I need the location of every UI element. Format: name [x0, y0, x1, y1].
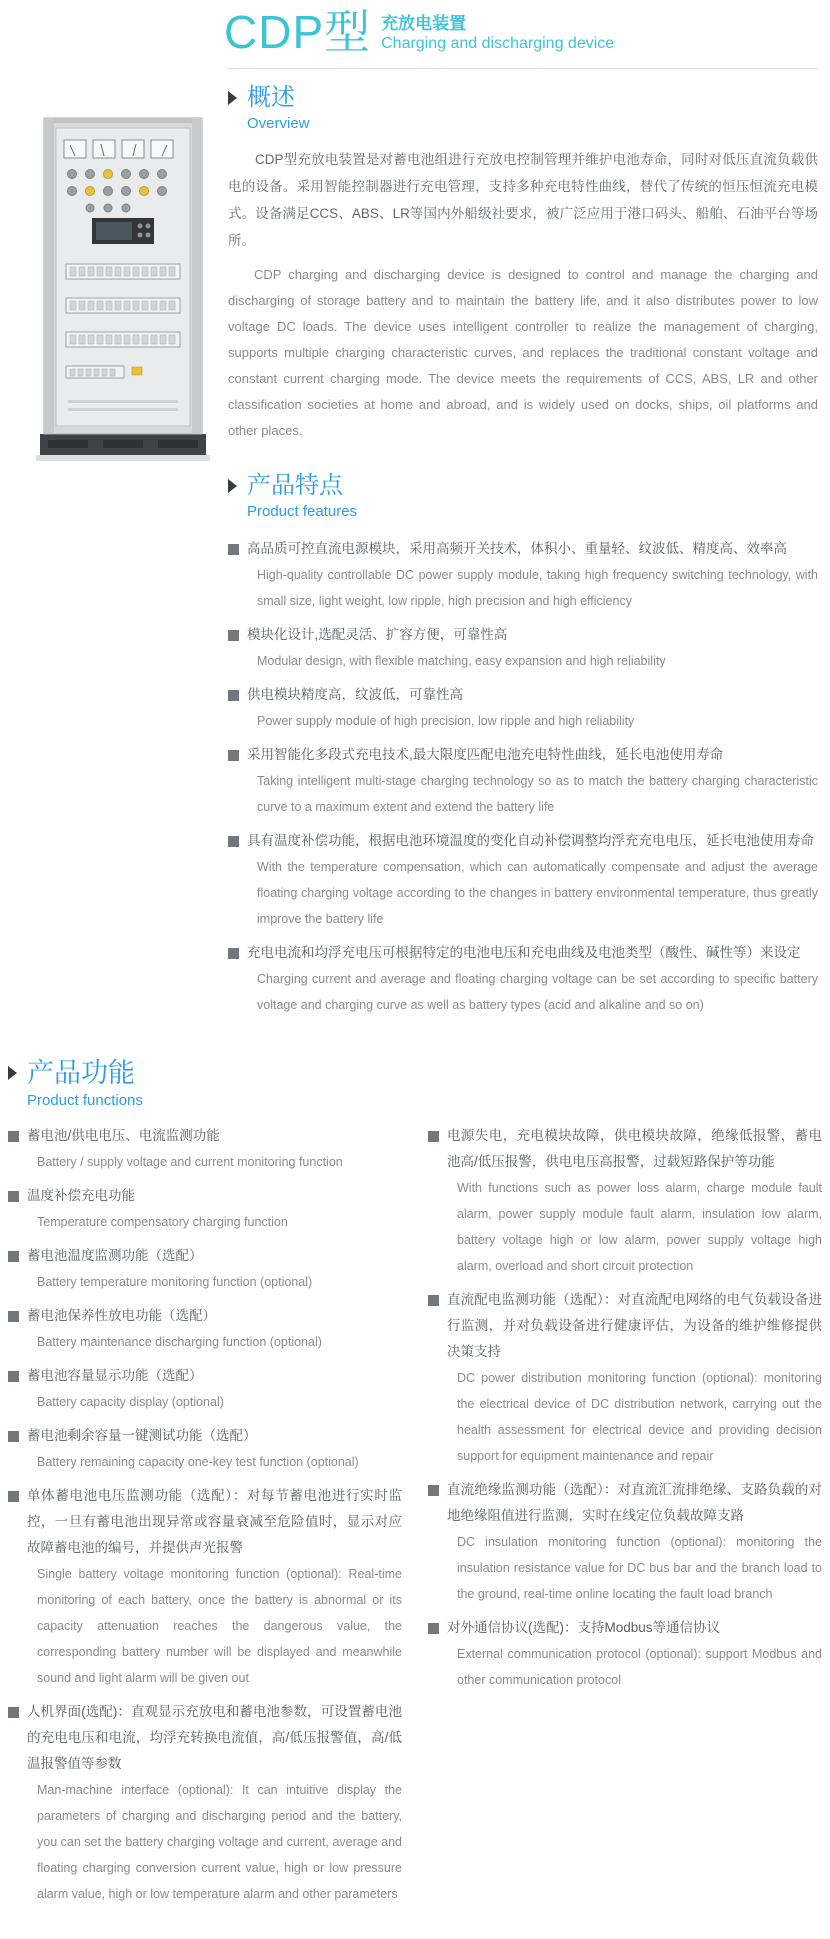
- function-text-en: With functions such as power loss alarm, charge module fault alarm, power supply module fault alarm, insulation low alarm, battery voltage high or low alarm, power supply voltage high alarm, overload and short circuit protection: [457, 1181, 822, 1273]
- list-item: [228, 742, 818, 825]
- function-text-en: Battery temperature monitoring function (optional): [37, 1275, 313, 1289]
- square-bullet-icon: [228, 836, 239, 847]
- functions-right-column: [428, 1123, 822, 1915]
- square-bullet-icon: [428, 1295, 439, 1306]
- feature-text-cn: 模块化设计,选配灵活、扩容方便，可靠性高: [247, 627, 508, 642]
- product-title-cn: 充放电装置: [381, 14, 467, 33]
- square-bullet-icon: [8, 1251, 19, 1262]
- list-item: [228, 940, 818, 1023]
- feature-text-cn: 具有温度补偿功能，根据电池环境温度的变化自动补偿调整均浮充充电电压，延长电池使用寿命: [247, 833, 814, 848]
- function-text-en: DC insulation monitoring function (optional): monitoring the insulation resistance value for DC bus bar and the branch load to the ground, real-time online locating the fault load branch: [457, 1535, 822, 1601]
- function-text-cn: 电源失电，充电模块故障，供电模块故障，绝缘低报警，蓄电池高/低压报警，供电电压高报警，过载短路保护等功能: [447, 1128, 822, 1169]
- square-bullet-icon: [228, 948, 239, 959]
- square-bullet-icon: [428, 1131, 439, 1142]
- function-text-cn: 蓄电池/供电电压、电流监测功能: [27, 1128, 220, 1143]
- overview-paragraph-en: CDP charging and discharging device is designed to control and manage the charging and discharging of storage battery and to maintain the battery life, and it also distributes power to low voltage DC loads. The device uses intelligent controller to realize the management of charging, supports multiple charging characteristic curves, and replaces the traditional constant voltage and constant current charging mode. The device meets the requirements of CCS, ABS, LR and other classification societies at home and abroad, and is widely used on docks, ships, oil platforms and other places.: [228, 267, 818, 438]
- list-item: [8, 1699, 402, 1912]
- functions-left-column: [8, 1123, 402, 1915]
- overview-section-heading: [228, 84, 818, 134]
- feature-text-en: Modular design, with flexible matching, easy expansion and high reliability: [257, 654, 666, 668]
- function-text-cn: 蓄电池剩余容量一键测试功能（选配）: [27, 1428, 257, 1443]
- overview-title-en: Overview: [247, 115, 310, 132]
- list-item: [428, 1477, 822, 1612]
- function-text-en: Man-machine interface (optional): It can intuitive display the parameters of charging and discharging period and the battery, you can set the battery charging voltage and current, average and floating charging conversion current value, high or low pressure alarm value, high or low temperature alarm and other parameters: [37, 1783, 402, 1901]
- square-bullet-icon: [8, 1371, 19, 1382]
- feature-text-en: High-quality controllable DC power supply module, taking high frequency switching technology, with small size, light weight, low ripple, high precision and high efficiency: [257, 568, 818, 608]
- feature-text-en: Charging current and average and floating charging voltage can be set according to specific battery voltage and charging curve as well as battery types (acid and alkaline and so on): [257, 972, 818, 1012]
- feature-text-cn: 供电模块精度高，纹波低，可靠性高: [247, 687, 463, 702]
- features-section-heading: [228, 472, 818, 522]
- feature-text-cn: 高品质可控直流电源模块，采用高频开关技术，体积小、重量轻、纹波低、精度高、效率高: [247, 541, 787, 556]
- list-item: [8, 1123, 402, 1180]
- function-text-cn: 人机界面(选配)：直观显示充放电和蓄电池参数，可设置蓄电池的充电电压和电流，均浮充转换电流值，高/低压报警值，高/低温报警值等参数: [27, 1704, 402, 1771]
- list-item: [8, 1363, 402, 1420]
- function-text-en: DC power distribution monitoring function (optional): monitoring the electrical device of DC distribution network, carrying out the health assessment for electrical device and providing decision support for equipment maintenance and repair: [457, 1371, 822, 1463]
- features-title-en: Product features: [247, 503, 358, 520]
- functions-columns: [8, 1123, 822, 1915]
- function-text-en: Battery remaining capacity one-key test function (optional): [37, 1455, 359, 1469]
- function-text-cn: 直流配电监测功能（选配）：对直流配电网络的电气负载设备进行监测，并对负载设备进行健康评估，为设备的维护维修提供决策支持: [447, 1292, 822, 1359]
- function-text-cn: 对外通信协议(选配)：支持Modbus等通信协议: [447, 1620, 721, 1635]
- functions-section-heading: [8, 1057, 822, 1111]
- device-photo: [28, 112, 218, 469]
- feature-text-en: Power supply module of high precision, low ripple and high reliability: [257, 714, 635, 728]
- triangle-bullet-icon: [8, 1066, 17, 1080]
- square-bullet-icon: [428, 1623, 439, 1634]
- function-text-en: Battery / supply voltage and current monitoring function: [37, 1155, 343, 1169]
- main-content-column: [228, 84, 818, 1023]
- list-item: [228, 828, 818, 937]
- list-item: [8, 1243, 402, 1300]
- function-text-en: External communication protocol (optional): support Modbus and other communication protocol: [457, 1647, 822, 1687]
- function-text-cn: 蓄电池保养性放电功能（选配）: [27, 1308, 216, 1323]
- square-bullet-icon: [228, 690, 239, 701]
- product-title-en: Charging and discharging device: [381, 35, 615, 52]
- feature-text-en: Taking intelligent multi-stage charging technology so as to match the battery charging characteristic curve to a maximum extent and extend the battery life: [257, 774, 818, 814]
- functions-title-en: Product functions: [27, 1092, 143, 1109]
- list-item: [428, 1615, 822, 1698]
- features-title-cn: 产品特点: [247, 472, 343, 499]
- square-bullet-icon: [8, 1311, 19, 1322]
- functions-section: [0, 1057, 822, 1915]
- overview-paragraph-cn: CDP型充放电装置是对蓄电池组进行充放电控制管理并维护电池寿命，同时对低压直流负载供电的设备。采用智能控制器进行充电管理，支持多种充电特性曲线，替代了传统的恒压恒流充电模式。设备满足CCS、ABS、LR等国内外船级社要求，被广泛应用于港口码头、船舶、石油平台等场所。: [228, 152, 818, 248]
- overview-title-cn: 概述: [247, 84, 295, 111]
- list-item: [428, 1123, 822, 1284]
- feature-text-en: With the temperature compensation, which can automatically compensate and adjust the average floating charging voltage according to the changes in battery environmental temperature, thus greatly improve the battery life: [257, 860, 818, 926]
- features-list: [228, 536, 818, 1023]
- functions-title-cn: 产品功能: [27, 1058, 135, 1088]
- triangle-bullet-icon: [228, 91, 237, 105]
- function-text-cn: 蓄电池容量显示功能（选配）: [27, 1368, 203, 1383]
- square-bullet-icon: [8, 1431, 19, 1442]
- square-bullet-icon: [8, 1131, 19, 1142]
- square-bullet-icon: [428, 1485, 439, 1496]
- list-item: [8, 1423, 402, 1480]
- function-text-en: Temperature compensatory charging function: [37, 1215, 288, 1229]
- function-text-en: Battery capacity display (optional): [37, 1395, 224, 1409]
- device-cabinet-illustration: [28, 112, 218, 464]
- function-text-en: Battery maintenance discharging function (optional): [37, 1335, 322, 1349]
- list-item: [228, 682, 818, 739]
- list-item: [228, 622, 818, 679]
- function-text-cn: 温度补偿充电功能: [27, 1188, 135, 1203]
- square-bullet-icon: [228, 544, 239, 555]
- square-bullet-icon: [8, 1707, 19, 1718]
- function-text-en: Single battery voltage monitoring function (optional): Real-time monitoring of each battery, once the battery is abnormal or its capacity attenuation reaches the dangerous value, the corresponding battery number will be displayed and meanwhile sound and light alarm will be given out: [37, 1567, 402, 1685]
- square-bullet-icon: [228, 630, 239, 641]
- cabinet-display: [92, 218, 154, 244]
- list-item: [8, 1303, 402, 1360]
- feature-text-cn: 采用智能化多段式充电技术,最大限度匹配电池充电特性曲线，延长电池使用寿命: [247, 747, 724, 762]
- square-bullet-icon: [8, 1491, 19, 1502]
- function-text-cn: 单体蓄电池电压监测功能（选配）：对每节蓄电池进行实时监控，一旦有蓄电池出现异常或容量衰减至危险值时，显示对应故障蓄电池的编号，并提供声光报警: [27, 1488, 402, 1555]
- square-bullet-icon: [8, 1191, 19, 1202]
- square-bullet-icon: [228, 750, 239, 761]
- list-item: [8, 1183, 402, 1240]
- list-item: [228, 536, 818, 619]
- product-model: CDP型: [224, 6, 372, 58]
- function-text-cn: 蓄电池温度监测功能（选配）: [27, 1248, 203, 1263]
- feature-text-cn: 充电电流和均浮充电压可根据特定的电池电压和充电曲线及电池类型（酸性、碱性等）来设定: [247, 945, 801, 960]
- function-text-cn: 直流绝缘监测功能（选配）：对直流汇流排绝缘、支路负载的对地绝缘阻值进行监测，实时在线定位负载故障支路: [447, 1482, 822, 1523]
- triangle-bullet-icon: [228, 479, 237, 493]
- list-item: [428, 1287, 822, 1474]
- list-item: [8, 1483, 402, 1696]
